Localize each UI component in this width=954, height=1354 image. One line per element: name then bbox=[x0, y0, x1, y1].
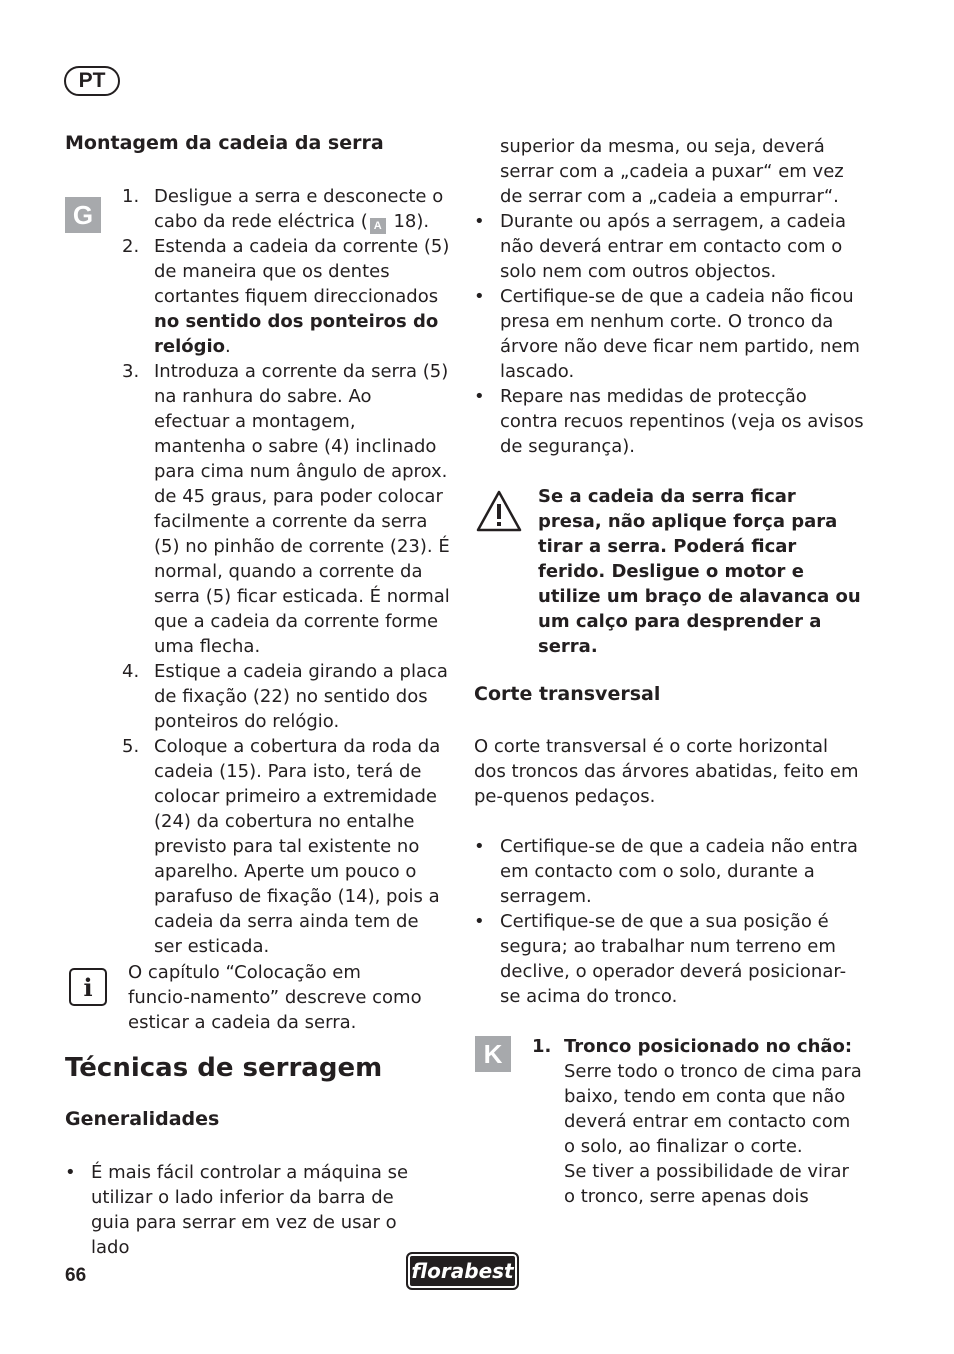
figure-reference-icon: A bbox=[370, 218, 386, 234]
generalities-list bbox=[65, 1160, 435, 1260]
list-item bbox=[474, 284, 865, 384]
step-text: Estenda a cadeia da corrente (5) de maneira que os dentes cortantes fiquem direccionados bbox=[154, 236, 450, 307]
warning-triangle-icon bbox=[475, 489, 523, 533]
step-number: 4. bbox=[122, 661, 140, 682]
generalities-heading: Generalidades bbox=[65, 1108, 220, 1130]
step-text-tail: . bbox=[225, 336, 231, 357]
step-item bbox=[122, 359, 452, 659]
step-number: 1. bbox=[532, 1036, 552, 1057]
precautions-list bbox=[474, 209, 865, 459]
cross-cut-list bbox=[474, 834, 865, 1009]
cross-cut-heading: Corte transversal bbox=[474, 683, 661, 705]
list-item bbox=[474, 384, 865, 459]
list-item-text: É mais fácil controlar a máquina se utilizar o lado inferior da barra de guia para serrar em vez de usar o lado bbox=[91, 1162, 409, 1258]
step-number: 5. bbox=[122, 736, 140, 757]
list-item-text: Certifique-se de que a cadeia não entra em contacto com o solo, durante a serragem. bbox=[500, 836, 858, 907]
step-item bbox=[122, 184, 452, 234]
log-on-ground-step bbox=[532, 1034, 864, 1209]
list-item-text: Repare nas medidas de protecção contra recuos repentinos (veja os avisos de segurança). bbox=[500, 386, 864, 457]
step-item bbox=[122, 659, 452, 734]
step-title: Tronco posicionado no chão: bbox=[564, 1036, 853, 1057]
list-item bbox=[474, 834, 865, 909]
info-icon: i bbox=[69, 968, 107, 1006]
step-text-tail: 18). bbox=[387, 211, 430, 232]
section-title: Técnicas de serragem bbox=[65, 1053, 383, 1083]
continued-text: superior da mesma, ou seja, deverá serrar com a „cadeia a puxar“ em vez de serrar com a „cadeia a empurrar“. bbox=[500, 136, 844, 207]
list-item bbox=[474, 909, 865, 1009]
step-item bbox=[122, 734, 452, 959]
language-badge: PT bbox=[64, 66, 120, 96]
step-text: Coloque a cobertura da roda da cadeia (15). Para isto, terá de colocar primeiro a extremidade (24) da cobertura no entalhe previsto para tal existente no aparelho. Aperte um pouco o parafuso de fixação (14), pois a cadeia da serra ainda tem de ser esticada. bbox=[154, 736, 441, 957]
list-item-text: Certifique-se de que a cadeia não ficou presa em nenhum corte. O tronco da árvore não deve ficar nem partido, nem lascado. bbox=[500, 286, 860, 382]
figure-letter-g: G bbox=[65, 197, 101, 233]
step-text: Desligue a serra e desconecte o cabo da rede eléctrica ( bbox=[154, 186, 444, 232]
assembly-steps bbox=[122, 184, 452, 959]
page-number: 66 bbox=[65, 1265, 87, 1286]
warning-text: Se a cadeia da serra ficar presa, não aplique força para tirar a serra. Poderá ficar ferido. Desligue o motor e utilize um braço de alavanca ou um calço para desprender a serra. bbox=[538, 486, 861, 657]
step-text: Estique a cadeia girando a placa de fixação (22) no sentido dos ponteiros do relógio. bbox=[154, 661, 448, 732]
step-item bbox=[122, 234, 452, 359]
step-text: Serre todo o tronco de cima para baixo, tendo em conta que não deverá entrar em contacto com o solo, ao finalizar o corte. bbox=[564, 1061, 862, 1157]
step-number: 2. bbox=[122, 236, 140, 257]
figure-letter-k: K bbox=[475, 1036, 511, 1072]
list-item-text: Durante ou após a serragem, a cadeia não deverá entrar em contacto com o solo nem com outros objectos. bbox=[500, 211, 847, 282]
step-text-continued: Se tiver a possibilidade de virar o tronco, serre apenas dois bbox=[564, 1161, 849, 1207]
step-text: Introduza a corrente da serra (5) na ranhura do sabre. Ao efectuar a montagem, mantenha o sabre (4) inclinado para cima num ângulo de aprox. de 45 graus, para poder colocar facilmente a corrente da serra (5) no pinhão de corrente (23). É normal, quando a corrente da serra (5) ficar esticada. É normal que a cadeia da corrente forme uma flecha. bbox=[154, 361, 450, 657]
list-item bbox=[65, 1160, 435, 1260]
step-number: 3. bbox=[122, 361, 140, 382]
brand-logo: florabest bbox=[406, 1252, 519, 1290]
step-emphasis: no sentido dos ponteiros do relógio bbox=[154, 311, 439, 357]
step-number: 1. bbox=[122, 186, 140, 207]
assembly-heading: Montagem da cadeia da serra bbox=[65, 132, 384, 154]
cross-cut-paragraph: O corte transversal é o corte horizontal dos troncos das árvores abatidas, feito em pe-quenos pedaços. bbox=[474, 736, 859, 807]
list-item bbox=[474, 209, 865, 284]
list-item-text: Certifique-se de que a sua posição é segura; ao trabalhar num terreno em declive, o operador deverá posicionar-se acima do tronco. bbox=[500, 911, 847, 1007]
info-note: O capítulo “Colocação em funcio-namento” descreve como esticar a cadeia da serra. bbox=[128, 962, 422, 1033]
